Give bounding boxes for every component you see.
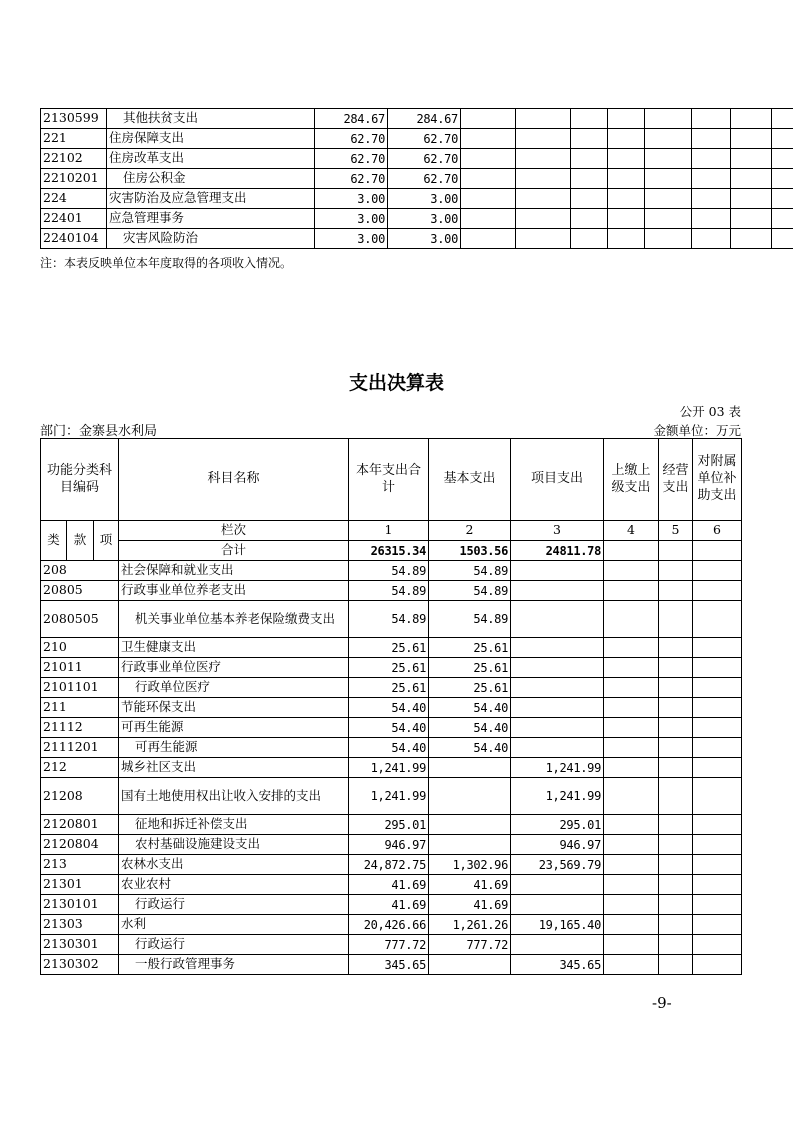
row-value-2: 284.67 — [388, 109, 461, 129]
empty-cell — [693, 855, 742, 875]
empty-cell — [693, 601, 742, 638]
row-value-2: 3.00 — [388, 229, 461, 249]
empty-cell — [693, 915, 742, 935]
header-row — [41, 439, 742, 521]
empty-cell — [659, 915, 693, 935]
empty-cell — [693, 581, 742, 601]
empty-cell — [604, 638, 659, 658]
table-row — [41, 229, 793, 249]
empty-cell — [692, 129, 731, 149]
empty-cell — [461, 169, 516, 189]
row-total: 24,872.75 — [349, 855, 429, 875]
row-value-2: 3.00 — [388, 209, 461, 229]
header-name: 科目名称 — [119, 439, 349, 521]
row-project — [511, 698, 604, 718]
row-code: 221 — [41, 129, 107, 149]
row-name: 应急管理事务 — [107, 209, 315, 229]
column-index-row — [41, 521, 742, 541]
header-project: 项目支出 — [511, 439, 604, 521]
row-name: 可再生能源 — [119, 738, 349, 758]
empty-cell — [608, 189, 645, 209]
empty-cell — [461, 209, 516, 229]
row-code: 2120801 — [41, 815, 119, 835]
row-project: 23,569.79 — [511, 855, 604, 875]
row-basic — [429, 758, 511, 778]
row-value-1: 284.67 — [315, 109, 388, 129]
row-project: 1,241.99 — [511, 778, 604, 815]
income-table-continuation — [40, 108, 793, 249]
row-name: 灾害防治及应急管理支出 — [107, 189, 315, 209]
row-name: 卫生健康支出 — [119, 638, 349, 658]
row-project — [511, 581, 604, 601]
empty-cell — [659, 875, 693, 895]
row-code: 213 — [41, 855, 119, 875]
row-project: 295.01 — [511, 815, 604, 835]
table-row — [41, 561, 742, 581]
empty-cell — [659, 835, 693, 855]
empty-cell — [772, 109, 793, 129]
empty-cell — [772, 129, 793, 149]
empty-cell — [772, 169, 793, 189]
row-total: 25.61 — [349, 638, 429, 658]
row-code: 2130599 — [41, 109, 107, 129]
empty-cell — [608, 149, 645, 169]
empty-cell — [516, 189, 571, 209]
empty-cell — [604, 601, 659, 638]
row-name: 农林水支出 — [119, 855, 349, 875]
row-total: 41.69 — [349, 875, 429, 895]
col-index-5: 5 — [659, 521, 693, 541]
empty-cell — [659, 895, 693, 915]
table-row — [41, 581, 742, 601]
row-value-1: 62.70 — [315, 169, 388, 189]
empty-cell — [659, 561, 693, 581]
table-row — [41, 209, 793, 229]
empty-cell — [772, 189, 793, 209]
row-code: 2210201 — [41, 169, 107, 189]
empty-cell — [659, 678, 693, 698]
empty-cell — [461, 129, 516, 149]
empty-cell — [571, 109, 608, 129]
empty-cell — [693, 758, 742, 778]
header-upper: 上缴上级支出 — [604, 439, 659, 521]
row-code: 2120804 — [41, 835, 119, 855]
empty-cell — [571, 169, 608, 189]
row-name: 行政单位医疗 — [119, 678, 349, 698]
empty-cell — [659, 815, 693, 835]
row-value-2: 62.70 — [388, 149, 461, 169]
empty-cell — [645, 189, 692, 209]
empty-cell — [604, 758, 659, 778]
header-basic: 基本支出 — [429, 439, 511, 521]
row-value-1: 3.00 — [315, 189, 388, 209]
row-name: 其他扶贫支出 — [107, 109, 315, 129]
empty-cell — [604, 875, 659, 895]
empty-cell — [731, 109, 772, 129]
row-name: 住房公积金 — [107, 169, 315, 189]
row-code: 21208 — [41, 778, 119, 815]
col-index-4: 4 — [604, 521, 659, 541]
table-row — [41, 855, 742, 875]
empty-cell — [608, 109, 645, 129]
table-row — [41, 915, 742, 935]
row-code: 2130302 — [41, 955, 119, 975]
empty-cell — [571, 229, 608, 249]
row-project — [511, 895, 604, 915]
row-name: 行政事业单位养老支出 — [119, 581, 349, 601]
row-basic — [429, 955, 511, 975]
empty-cell — [731, 149, 772, 169]
empty-cell — [516, 149, 571, 169]
empty-cell — [571, 129, 608, 149]
row-name: 住房改革支出 — [107, 149, 315, 169]
header-kuan: 款 — [67, 521, 94, 561]
empty-cell — [645, 169, 692, 189]
row-code: 211 — [41, 698, 119, 718]
table-row — [41, 815, 742, 835]
header-lanci: 栏次 — [119, 521, 349, 541]
table-row — [41, 698, 742, 718]
row-code: 2240104 — [41, 229, 107, 249]
amount-unit-label: 金额单位：万元 — [653, 423, 741, 438]
row-basic: 54.40 — [429, 718, 511, 738]
row-basic: 1,302.96 — [429, 855, 511, 875]
table-row — [41, 955, 742, 975]
empty-cell — [693, 835, 742, 855]
totals-basic: 1503.56 — [429, 541, 511, 561]
row-name: 住房保障支出 — [107, 129, 315, 149]
row-basic: 54.40 — [429, 698, 511, 718]
header-xiang: 项 — [94, 521, 119, 561]
empty-cell — [516, 129, 571, 149]
empty-cell — [645, 209, 692, 229]
row-name: 社会保障和就业支出 — [119, 561, 349, 581]
row-total: 41.69 — [349, 895, 429, 915]
empty-cell — [693, 815, 742, 835]
row-total: 25.61 — [349, 678, 429, 698]
row-basic: 777.72 — [429, 935, 511, 955]
empty-cell — [604, 718, 659, 738]
empty-cell — [731, 169, 772, 189]
row-code: 212 — [41, 758, 119, 778]
empty-cell — [461, 229, 516, 249]
row-name: 行政事业单位医疗 — [119, 658, 349, 678]
empty-cell — [693, 561, 742, 581]
empty-cell — [604, 738, 659, 758]
row-code: 2130301 — [41, 935, 119, 955]
row-project — [511, 561, 604, 581]
empty-cell — [604, 678, 659, 698]
row-code: 21011 — [41, 658, 119, 678]
empty-cell — [461, 189, 516, 209]
totals-total: 26315.34 — [349, 541, 429, 561]
row-code: 2101101 — [41, 678, 119, 698]
table-row — [41, 758, 742, 778]
totals-project: 24811.78 — [511, 541, 604, 561]
row-project — [511, 638, 604, 658]
row-project — [511, 658, 604, 678]
row-total: 1,241.99 — [349, 758, 429, 778]
row-basic: 1,261.26 — [429, 915, 511, 935]
row-basic: 41.69 — [429, 875, 511, 895]
row-code: 224 — [41, 189, 107, 209]
empty-cell — [693, 718, 742, 738]
empty-cell — [604, 895, 659, 915]
row-name: 可再生能源 — [119, 718, 349, 738]
row-code: 22102 — [41, 149, 107, 169]
header-code: 功能分类科目编码 — [41, 439, 119, 521]
row-value-1: 62.70 — [315, 149, 388, 169]
row-project: 1,241.99 — [511, 758, 604, 778]
empty-cell — [604, 915, 659, 935]
table-row — [41, 601, 742, 638]
row-project — [511, 935, 604, 955]
empty-cell — [692, 149, 731, 169]
row-value-1: 3.00 — [315, 229, 388, 249]
row-code: 2080505 — [41, 601, 119, 638]
row-total: 295.01 — [349, 815, 429, 835]
row-total: 54.40 — [349, 698, 429, 718]
row-value-2: 62.70 — [388, 169, 461, 189]
table-row — [41, 935, 742, 955]
empty-cell — [772, 229, 793, 249]
row-project — [511, 678, 604, 698]
empty-cell — [516, 229, 571, 249]
empty-cell — [516, 109, 571, 129]
row-total: 946.97 — [349, 835, 429, 855]
table-row — [41, 129, 793, 149]
empty-cell — [693, 895, 742, 915]
empty-cell — [608, 169, 645, 189]
row-code: 210 — [41, 638, 119, 658]
empty-cell — [731, 129, 772, 149]
empty-cell — [659, 601, 693, 638]
empty-cell — [692, 189, 731, 209]
empty-cell — [772, 149, 793, 169]
empty-cell — [604, 935, 659, 955]
totals-label: 合计 — [119, 541, 349, 561]
row-basic: 25.61 — [429, 638, 511, 658]
row-basic — [429, 778, 511, 815]
row-name: 行政运行 — [119, 935, 349, 955]
page-number: -9- — [652, 994, 672, 1012]
table-row — [41, 778, 742, 815]
header-lei: 类 — [41, 521, 67, 561]
table-note: 注：本表反映单位本年度取得的各项收入情况。 — [40, 256, 293, 270]
empty-cell — [693, 955, 742, 975]
row-code: 2111201 — [41, 738, 119, 758]
row-code: 21301 — [41, 875, 119, 895]
row-total: 777.72 — [349, 935, 429, 955]
table-row — [41, 895, 742, 915]
row-code: 22401 — [41, 209, 107, 229]
empty-cell — [693, 678, 742, 698]
row-basic: 54.89 — [429, 561, 511, 581]
row-total: 54.89 — [349, 601, 429, 638]
empty-cell — [693, 698, 742, 718]
row-value-2: 62.70 — [388, 129, 461, 149]
table-row — [41, 835, 742, 855]
empty-cell — [659, 638, 693, 658]
row-project: 345.65 — [511, 955, 604, 975]
row-project — [511, 738, 604, 758]
table-row — [41, 718, 742, 738]
empty-cell — [604, 658, 659, 678]
col-index-6: 6 — [693, 521, 742, 541]
table-row — [41, 658, 742, 678]
header-business: 经营支出 — [659, 439, 693, 521]
table-number: 公开 03 表 — [679, 404, 741, 419]
row-project — [511, 875, 604, 895]
empty-cell — [516, 209, 571, 229]
table-row — [41, 189, 793, 209]
row-basic: 41.69 — [429, 895, 511, 915]
empty-cell — [516, 169, 571, 189]
col-index-3: 3 — [511, 521, 604, 541]
row-name: 灾害风险防治 — [107, 229, 315, 249]
row-total: 54.89 — [349, 561, 429, 581]
page-title: 支出决算表 — [348, 372, 444, 394]
row-code: 21303 — [41, 915, 119, 935]
col-index-1: 1 — [349, 521, 429, 541]
empty-cell — [693, 778, 742, 815]
empty-cell — [604, 698, 659, 718]
row-project — [511, 601, 604, 638]
empty-cell — [693, 875, 742, 895]
row-total: 54.40 — [349, 718, 429, 738]
empty-cell — [604, 955, 659, 975]
row-basic: 54.40 — [429, 738, 511, 758]
empty-cell — [461, 109, 516, 129]
table-row — [41, 875, 742, 895]
empty-cell — [645, 129, 692, 149]
empty-cell — [659, 935, 693, 955]
empty-cell — [693, 658, 742, 678]
empty-cell — [604, 855, 659, 875]
empty-cell — [659, 778, 693, 815]
row-name: 农业农村 — [119, 875, 349, 895]
table-row — [41, 738, 742, 758]
row-code: 208 — [41, 561, 119, 581]
expenditure-table — [40, 438, 742, 975]
row-name: 机关事业单位基本养老保险缴费支出 — [119, 601, 349, 638]
row-name: 水利 — [119, 915, 349, 935]
row-total: 20,426.66 — [349, 915, 429, 935]
row-code: 2130101 — [41, 895, 119, 915]
empty-cell — [731, 209, 772, 229]
col-index-2: 2 — [429, 521, 511, 541]
row-total: 54.89 — [349, 581, 429, 601]
row-project: 946.97 — [511, 835, 604, 855]
empty-cell — [604, 778, 659, 815]
empty-cell — [645, 149, 692, 169]
empty-cell — [659, 855, 693, 875]
empty-cell — [731, 189, 772, 209]
table-row — [41, 638, 742, 658]
row-code: 21112 — [41, 718, 119, 738]
empty-cell — [659, 758, 693, 778]
empty-cell — [692, 209, 731, 229]
empty-cell — [659, 581, 693, 601]
empty-cell — [693, 738, 742, 758]
empty-cell — [604, 561, 659, 581]
table-row — [41, 678, 742, 698]
empty-cell — [693, 638, 742, 658]
empty-cell — [731, 229, 772, 249]
table-row — [41, 109, 793, 129]
row-name: 节能环保支出 — [119, 698, 349, 718]
empty-cell — [692, 169, 731, 189]
row-total: 1,241.99 — [349, 778, 429, 815]
empty-cell — [645, 229, 692, 249]
empty-cell — [659, 698, 693, 718]
row-name: 征地和拆迁补偿支出 — [119, 815, 349, 835]
empty-cell — [604, 581, 659, 601]
row-value-2: 3.00 — [388, 189, 461, 209]
row-basic: 25.61 — [429, 678, 511, 698]
empty-cell — [659, 738, 693, 758]
empty-cell — [571, 149, 608, 169]
totals-row — [41, 541, 742, 561]
empty-cell — [659, 955, 693, 975]
row-project: 19,165.40 — [511, 915, 604, 935]
empty-cell — [608, 129, 645, 149]
row-project — [511, 718, 604, 738]
empty-cell — [692, 229, 731, 249]
empty-cell — [659, 658, 693, 678]
empty-cell — [692, 109, 731, 129]
row-basic: 54.89 — [429, 601, 511, 638]
table-row — [41, 149, 793, 169]
header-total: 本年支出合计 — [349, 439, 429, 521]
empty-cell — [571, 209, 608, 229]
empty-cell — [772, 209, 793, 229]
row-total: 54.40 — [349, 738, 429, 758]
empty-cell — [461, 149, 516, 169]
row-name: 行政运行 — [119, 895, 349, 915]
row-value-1: 3.00 — [315, 209, 388, 229]
table-row — [41, 169, 793, 189]
row-name: 一般行政管理事务 — [119, 955, 349, 975]
row-code: 20805 — [41, 581, 119, 601]
header-subsidy: 对附属单位补助支出 — [693, 439, 742, 521]
department-label: 部门：金寨县水利局 — [40, 424, 158, 439]
empty-cell — [604, 815, 659, 835]
empty-cell — [659, 718, 693, 738]
row-basic: 25.61 — [429, 658, 511, 678]
empty-cell — [608, 209, 645, 229]
row-basic — [429, 815, 511, 835]
row-basic: 54.89 — [429, 581, 511, 601]
empty-cell — [608, 229, 645, 249]
row-value-1: 62.70 — [315, 129, 388, 149]
row-total: 25.61 — [349, 658, 429, 678]
empty-cell — [571, 189, 608, 209]
row-basic — [429, 835, 511, 855]
row-total: 345.65 — [349, 955, 429, 975]
row-name: 国有土地使用权出让收入安排的支出 — [119, 778, 349, 815]
empty-cell — [604, 835, 659, 855]
empty-cell — [645, 109, 692, 129]
empty-cell — [693, 935, 742, 955]
row-name: 农村基础设施建设支出 — [119, 835, 349, 855]
row-name: 城乡社区支出 — [119, 758, 349, 778]
